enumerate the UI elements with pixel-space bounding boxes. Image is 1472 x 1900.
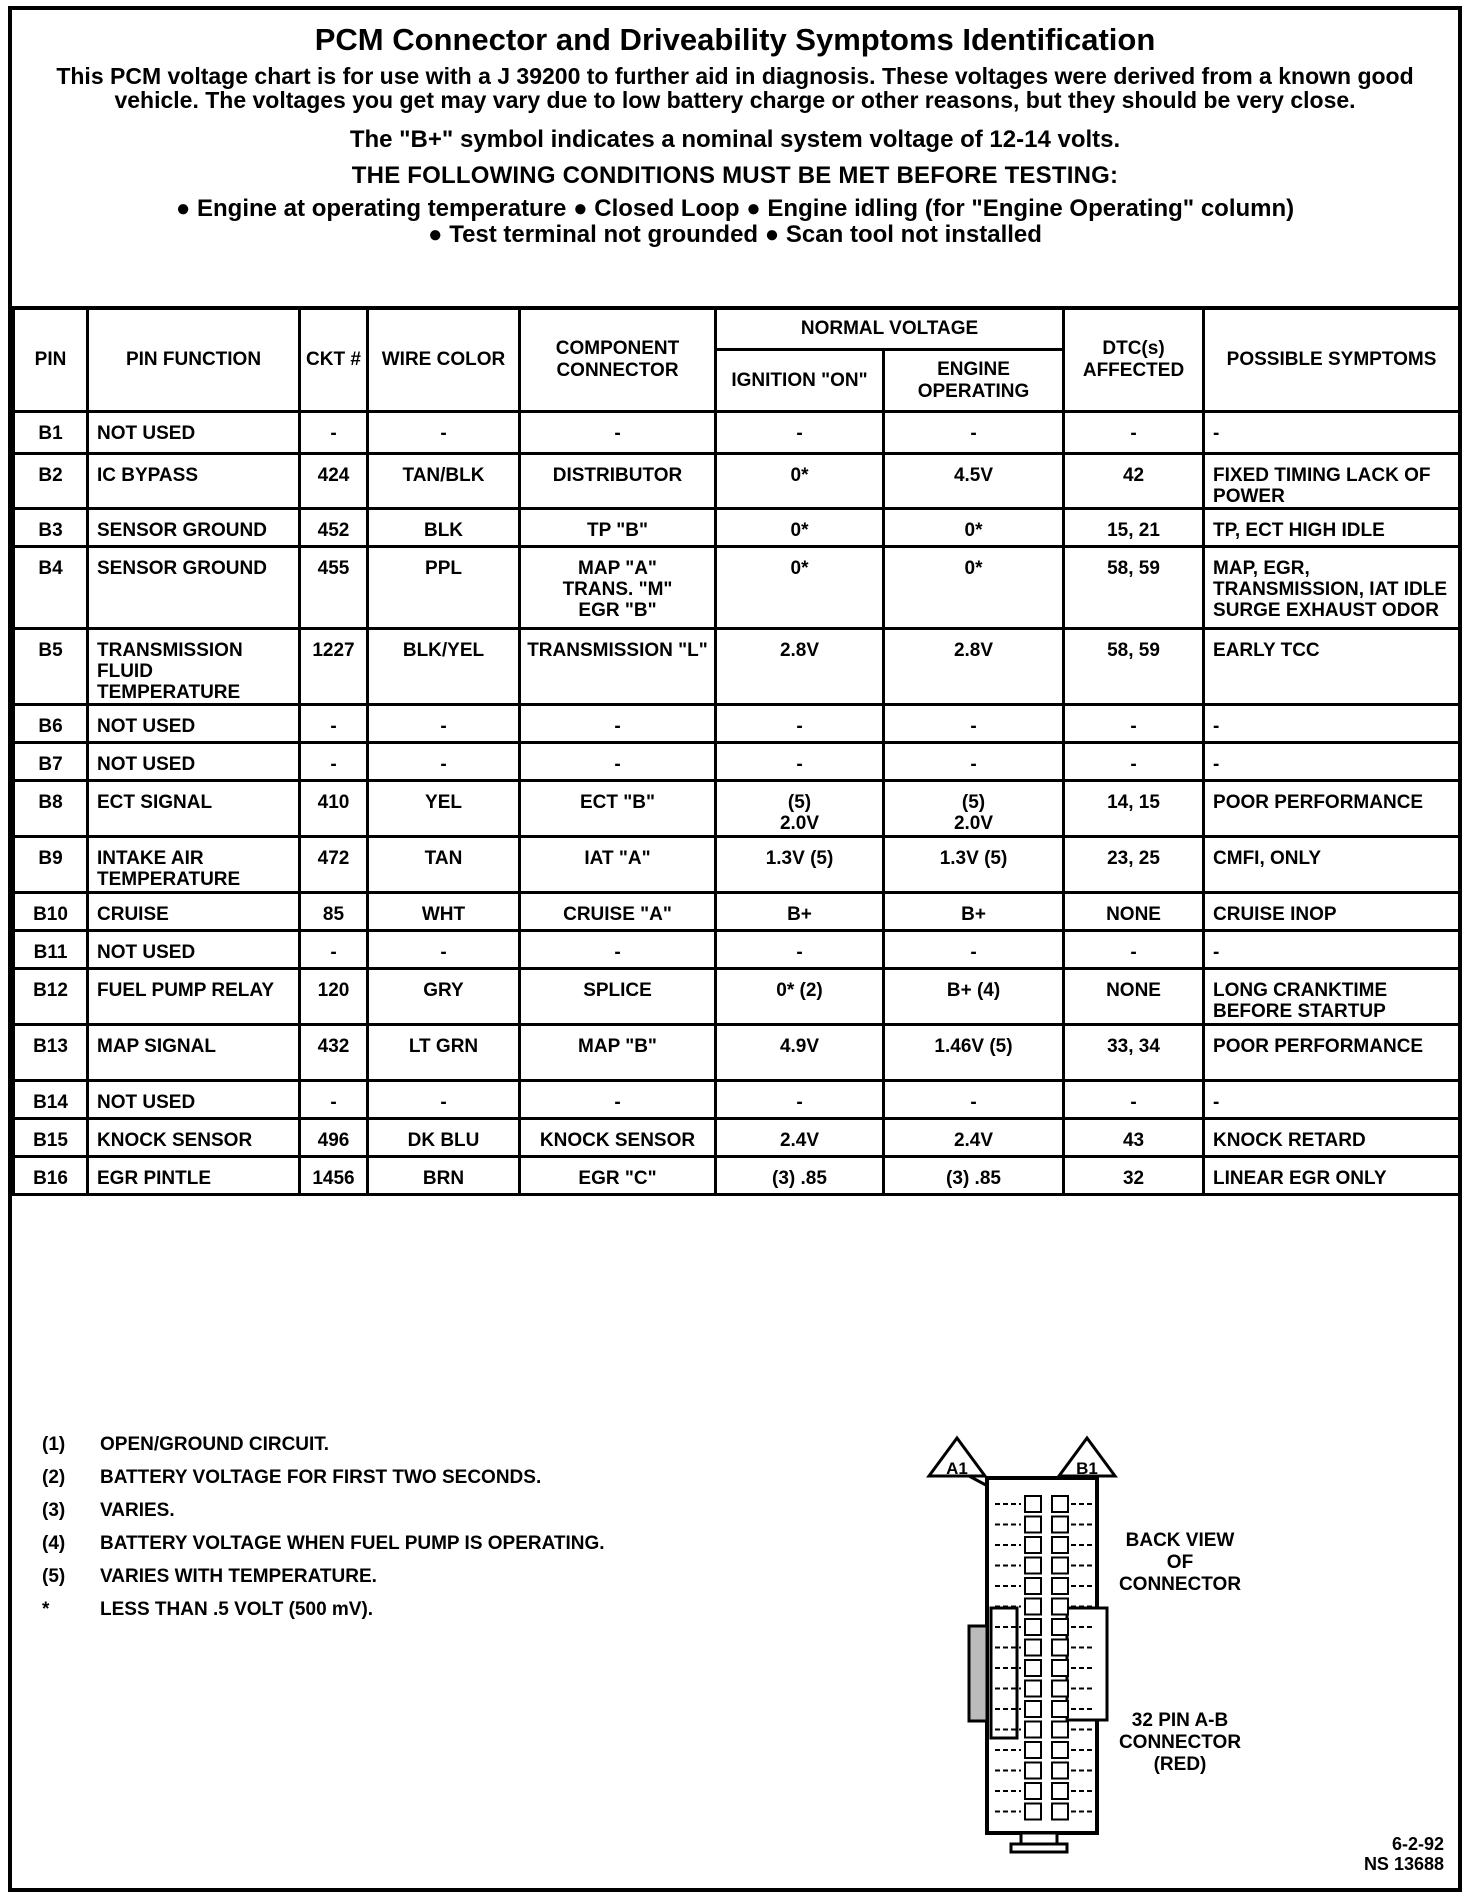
note-mark: (1)	[42, 1433, 66, 1455]
cell-component: -	[520, 931, 716, 969]
cell-function: NOT USED	[88, 705, 300, 743]
table-row	[14, 412, 1460, 454]
cell-ckt: 1227	[300, 629, 368, 705]
cell-ckt: -	[300, 743, 368, 781]
table-row	[14, 547, 1460, 629]
cell-eng: 1.46V (5)	[884, 1025, 1064, 1081]
cell-function: NOT USED	[88, 1081, 300, 1119]
cell-wire: GRY	[368, 969, 520, 1025]
cell-dtc: 15, 21	[1064, 509, 1204, 547]
cell-function: CRUISE	[88, 893, 300, 931]
note-text: LESS THAN .5 VOLT (500 mV).	[100, 1598, 374, 1620]
connector-pin	[1052, 1763, 1068, 1779]
cell-ckt: -	[300, 931, 368, 969]
col-wire: WIRE COLOR	[368, 308, 520, 412]
cell-dtc: 42	[1064, 454, 1204, 509]
cell-function: NOT USED	[88, 743, 300, 781]
cell-eng: 0*	[884, 509, 1064, 547]
connector-pin	[1052, 1496, 1068, 1512]
note-text: BATTERY VOLTAGE FOR FIRST TWO SECONDS.	[100, 1466, 542, 1488]
cell-ckt: 410	[300, 781, 368, 837]
table-row	[14, 1081, 1460, 1119]
cell-eng: 2.4V	[884, 1119, 1064, 1157]
cell-ign: 4.9V	[716, 1025, 884, 1081]
connector-pin	[1025, 1701, 1041, 1717]
cell-pin: B4	[14, 547, 88, 629]
cell-ign: -	[716, 1081, 884, 1119]
col-function: PIN FUNCTION	[88, 308, 300, 412]
cell-ckt: 1456	[300, 1157, 368, 1195]
cell-function: TRANSMISSION FLUID TEMPERATURE	[88, 629, 300, 705]
cell-dtc: -	[1064, 1081, 1204, 1119]
cell-dtc: 43	[1064, 1119, 1204, 1157]
cell-pin: B1	[14, 412, 88, 454]
cell-ckt: 432	[300, 1025, 368, 1081]
note-mark: *	[42, 1598, 50, 1620]
cell-ign: 0*	[716, 509, 884, 547]
note-text: BATTERY VOLTAGE WHEN FUEL PUMP IS OPERATING.	[100, 1532, 605, 1554]
connector-pin	[1025, 1599, 1041, 1615]
cell-dtc: 33, 34	[1064, 1025, 1204, 1081]
col-pin: PIN	[14, 308, 88, 412]
connector-pin	[1025, 1619, 1041, 1635]
cell-ign: 0*	[716, 454, 884, 509]
cell-pin: B15	[14, 1119, 88, 1157]
connector-drawing	[907, 1418, 1267, 1858]
bplus-note: The "B+" symbol indicates a nominal system voltage of 12-14 volts.	[349, 126, 1121, 153]
cell-component: KNOCK SENSOR	[520, 1119, 716, 1157]
col-engine: ENGINE OPERATING	[884, 350, 1064, 412]
note-item	[42, 1527, 742, 1560]
note-item	[42, 1593, 742, 1626]
cell-wire: -	[368, 412, 520, 454]
cell-component: -	[520, 743, 716, 781]
cell-component: MAP "A" TRANS. "M" EGR "B"	[520, 547, 716, 629]
cell-component: IAT "A"	[520, 837, 716, 893]
pin-count-label	[1105, 1710, 1255, 1776]
cell-function: KNOCK SENSOR	[88, 1119, 300, 1157]
connector-pin	[1052, 1558, 1068, 1574]
cell-component: -	[520, 705, 716, 743]
cell-ign: (3) .85	[716, 1157, 884, 1195]
cell-wire: -	[368, 705, 520, 743]
table-row	[14, 837, 1460, 893]
connector-pin	[1052, 1804, 1068, 1820]
cell-wire: -	[368, 1081, 520, 1119]
cell-sym: -	[1204, 705, 1460, 743]
note-item	[42, 1461, 742, 1494]
cell-dtc: 14, 15	[1064, 781, 1204, 837]
table-row	[14, 969, 1460, 1025]
cell-wire: -	[368, 743, 520, 781]
connector-pin	[1025, 1681, 1041, 1697]
connector-pin	[1052, 1640, 1068, 1656]
cell-sym: FIXED TIMING LACK OF POWER	[1204, 454, 1460, 509]
pcm-voltage-table	[12, 306, 1461, 1196]
table-row	[14, 1025, 1460, 1081]
table-row	[14, 893, 1460, 931]
cell-component: TP "B"	[520, 509, 716, 547]
cell-pin: B10	[14, 893, 88, 931]
cell-ign: 1.3V (5)	[716, 837, 884, 893]
table-row	[14, 509, 1460, 547]
cell-function: ECT SIGNAL	[88, 781, 300, 837]
cell-ckt: 85	[300, 893, 368, 931]
cell-pin: B13	[14, 1025, 88, 1081]
connector-pin	[1052, 1701, 1068, 1717]
cell-sym: -	[1204, 743, 1460, 781]
cell-dtc: 32	[1064, 1157, 1204, 1195]
connector-pin	[1052, 1599, 1068, 1615]
cell-wire: PPL	[368, 547, 520, 629]
cell-dtc: -	[1064, 743, 1204, 781]
connector-pin	[1025, 1558, 1041, 1574]
cell-function: NOT USED	[88, 412, 300, 454]
connector-diagram	[907, 1418, 1267, 1858]
cell-eng: -	[884, 705, 1064, 743]
connector-pin	[1025, 1517, 1041, 1533]
col-component: COMPONENT CONNECTOR	[520, 308, 716, 412]
connector-pin	[1052, 1537, 1068, 1553]
cell-wire: DK BLU	[368, 1119, 520, 1157]
note-mark: (4)	[42, 1532, 66, 1554]
note-text: VARIES.	[100, 1499, 175, 1521]
conditions-line-2: ● Test terminal not grounded ● Scan tool not installed	[428, 221, 1042, 248]
notes-list	[42, 1428, 742, 1626]
cell-sym: EARLY TCC	[1204, 629, 1460, 705]
cell-ign: 2.8V	[716, 629, 884, 705]
cell-eng: 4.5V	[884, 454, 1064, 509]
col-symptoms: POSSIBLE SYMPTOMS	[1204, 308, 1460, 412]
cell-wire: WHT	[368, 893, 520, 931]
cell-dtc: -	[1064, 705, 1204, 743]
cell-sym: CMFI, ONLY	[1204, 837, 1460, 893]
cell-ckt: 472	[300, 837, 368, 893]
connector-pin	[1025, 1578, 1041, 1594]
cell-ckt: 424	[300, 454, 368, 509]
connector-pin	[1052, 1742, 1068, 1758]
note-item	[42, 1428, 742, 1461]
cell-pin: B3	[14, 509, 88, 547]
cell-eng: -	[884, 931, 1064, 969]
cell-ckt: -	[300, 412, 368, 454]
connector-pin	[1025, 1496, 1041, 1512]
connector-pin	[1025, 1722, 1041, 1738]
cell-eng: B+	[884, 893, 1064, 931]
table-row	[14, 1119, 1460, 1157]
cell-sym: MAP, EGR, TRANSMISSION, IAT IDLE SURGE EXHAUST ODOR	[1204, 547, 1460, 629]
table-row	[14, 1157, 1460, 1195]
cell-dtc: NONE	[1064, 893, 1204, 931]
connector-pin	[1052, 1681, 1068, 1697]
cell-ign: 2.4V	[716, 1119, 884, 1157]
back-view-label	[1105, 1530, 1255, 1596]
cell-sym: CRUISE INOP	[1204, 893, 1460, 931]
cell-pin: B14	[14, 1081, 88, 1119]
cell-wire: YEL	[368, 781, 520, 837]
cell-ign: -	[716, 931, 884, 969]
cell-component: -	[520, 412, 716, 454]
connector-pin	[1025, 1537, 1041, 1553]
cell-component: ECT "B"	[520, 781, 716, 837]
cell-eng: -	[884, 1081, 1064, 1119]
cell-sym: POOR PERFORMANCE	[1204, 781, 1460, 837]
conditions-list	[12, 196, 1458, 248]
cell-ckt: -	[300, 705, 368, 743]
note-item	[42, 1560, 742, 1593]
connector-pin	[1052, 1722, 1068, 1738]
table-row	[14, 781, 1460, 837]
connector-pin	[1025, 1640, 1041, 1656]
cell-ign: -	[716, 412, 884, 454]
cell-eng: (3) .85	[884, 1157, 1064, 1195]
conditions-heading: THE FOLLOWING CONDITIONS MUST BE MET BEFORE TESTING:	[351, 162, 1119, 189]
table-row	[14, 454, 1460, 509]
cell-component: DISTRIBUTOR	[520, 454, 716, 509]
cell-sym: LINEAR EGR ONLY	[1204, 1157, 1460, 1195]
header	[12, 10, 1458, 310]
col-normal-voltage: NORMAL VOLTAGE	[716, 308, 1064, 350]
cell-ign: 0*	[716, 547, 884, 629]
cell-eng: B+ (4)	[884, 969, 1064, 1025]
cell-wire: BLK/YEL	[368, 629, 520, 705]
cell-sym: TP, ECT HIGH IDLE	[1204, 509, 1460, 547]
cell-eng: 0*	[884, 547, 1064, 629]
cell-component: SPLICE	[520, 969, 716, 1025]
cell-ign: -	[716, 705, 884, 743]
connector-pin	[1025, 1804, 1041, 1820]
cell-pin: B16	[14, 1157, 88, 1195]
cell-component: -	[520, 1081, 716, 1119]
connector-pin	[1052, 1517, 1068, 1533]
cell-eng: 2.8V	[884, 629, 1064, 705]
connector-pin	[1052, 1619, 1068, 1635]
cell-pin: B11	[14, 931, 88, 969]
cell-function: SENSOR GROUND	[88, 547, 300, 629]
cell-sym: -	[1204, 931, 1460, 969]
cell-pin: B8	[14, 781, 88, 837]
cell-dtc: -	[1064, 931, 1204, 969]
cell-pin: B2	[14, 454, 88, 509]
cell-ckt: 120	[300, 969, 368, 1025]
connector-pin	[1052, 1578, 1068, 1594]
note-mark: (2)	[42, 1466, 66, 1488]
table-row	[14, 705, 1460, 743]
cell-wire: BLK	[368, 509, 520, 547]
connector-pin	[1052, 1660, 1068, 1676]
cell-component: TRANSMISSION "L"	[520, 629, 716, 705]
cell-sym: LONG CRANKTIME BEFORE STARTUP	[1204, 969, 1460, 1025]
cell-ign: -	[716, 743, 884, 781]
cell-function: FUEL PUMP RELAY	[88, 969, 300, 1025]
connector-pin	[1025, 1783, 1041, 1799]
cell-wire: TAN/BLK	[368, 454, 520, 509]
cell-eng: 1.3V (5)	[884, 837, 1064, 893]
note-mark: (3)	[42, 1499, 66, 1521]
cell-ckt: -	[300, 1081, 368, 1119]
cell-wire: LT GRN	[368, 1025, 520, 1081]
cell-ckt: 496	[300, 1119, 368, 1157]
intro-text: This PCM voltage chart is for use with a J 39200 to further aid in diagnosis. These voltages were derived from a known good vehicle. The voltages you get may vary due to low battery charge or other reasons, but they should be very close.	[56, 63, 1414, 113]
cell-ign: 0* (2)	[716, 969, 884, 1025]
pin-count-text: 32 PIN A-B CONNECTOR (RED)	[1118, 1710, 1242, 1775]
cell-sym: KNOCK RETARD	[1204, 1119, 1460, 1157]
note-item	[42, 1494, 742, 1527]
cell-ign: B+	[716, 893, 884, 931]
cell-pin: B7	[14, 743, 88, 781]
cell-dtc: 58, 59	[1064, 547, 1204, 629]
cell-wire: TAN	[368, 837, 520, 893]
cell-function: EGR PINTLE	[88, 1157, 300, 1195]
cell-function: SENSOR GROUND	[88, 509, 300, 547]
cell-dtc: -	[1064, 412, 1204, 454]
cell-wire: -	[368, 931, 520, 969]
cell-pin: B5	[14, 629, 88, 705]
conditions-line-1: ● Engine at operating temperature ● Closed Loop ● Engine idling (for "Engine Operating" column)	[175, 195, 1295, 222]
stamp-code: NS 13688	[1363, 1854, 1444, 1874]
cell-function: INTAKE AIR TEMPERATURE	[88, 837, 300, 893]
cell-sym: -	[1204, 1081, 1460, 1119]
cell-ign: (5) 2.0V	[716, 781, 884, 837]
cell-eng: (5) 2.0V	[884, 781, 1064, 837]
cell-function: MAP SIGNAL	[88, 1025, 300, 1081]
cell-component: EGR "C"	[520, 1157, 716, 1195]
cell-dtc: 23, 25	[1064, 837, 1204, 893]
b1-label: B1	[1076, 1459, 1098, 1478]
cell-ckt: 455	[300, 547, 368, 629]
stamp-date: 6-2-92	[1391, 1834, 1444, 1854]
connector-pin	[1052, 1783, 1068, 1799]
cell-eng: -	[884, 412, 1064, 454]
cell-sym: -	[1204, 412, 1460, 454]
a1-label: A1	[946, 1459, 968, 1478]
col-dtc: DTC(s) AFFECTED	[1064, 308, 1204, 412]
cell-wire: BRN	[368, 1157, 520, 1195]
table-row	[14, 629, 1460, 705]
back-view-text: BACK VIEW OF CONNECTOR	[1118, 1530, 1242, 1595]
connector-pin	[1025, 1660, 1041, 1676]
cell-component: CRUISE "A"	[520, 893, 716, 931]
cell-ckt: 452	[300, 509, 368, 547]
note-mark: (5)	[42, 1565, 66, 1587]
cell-eng: -	[884, 743, 1064, 781]
table-row	[14, 743, 1460, 781]
cell-pin: B6	[14, 705, 88, 743]
cell-function: IC BYPASS	[88, 454, 300, 509]
cell-component: MAP "B"	[520, 1025, 716, 1081]
table-row	[14, 931, 1460, 969]
cell-function: NOT USED	[88, 931, 300, 969]
connector-pin	[1025, 1742, 1041, 1758]
cell-dtc: NONE	[1064, 969, 1204, 1025]
note-text: OPEN/GROUND CIRCUIT.	[100, 1433, 330, 1455]
note-text: VARIES WITH TEMPERATURE.	[100, 1565, 377, 1587]
cell-pin: B9	[14, 837, 88, 893]
col-ckt: CKT #	[300, 308, 368, 412]
cell-pin: B12	[14, 969, 88, 1025]
pcm-chart-page	[8, 6, 1462, 1892]
cell-sym: POOR PERFORMANCE	[1204, 1025, 1460, 1081]
cell-dtc: 58, 59	[1064, 629, 1204, 705]
page-title: PCM Connector and Driveability Symptoms Identification	[314, 22, 1156, 57]
col-ignition: IGNITION "ON"	[716, 350, 884, 412]
figure-stamp	[1364, 1834, 1444, 1874]
connector-pin	[1025, 1763, 1041, 1779]
